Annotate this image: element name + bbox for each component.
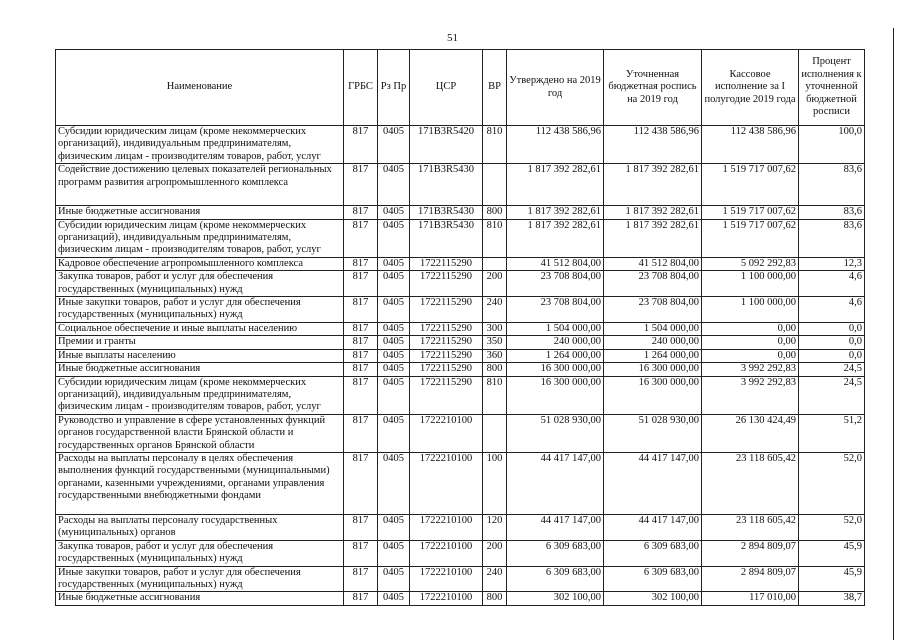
cell-grbs: 817: [344, 514, 378, 540]
cell-name: Иные закупки товаров, работ и услуг для обеспечения государственных (муниципальных) нужд: [56, 566, 344, 592]
cell-vr: 800: [483, 592, 507, 605]
cell-rz: 0405: [378, 540, 410, 566]
table-row: [56, 164, 865, 206]
cell-rz: 0405: [378, 297, 410, 323]
cell-vr: 100: [483, 452, 507, 514]
cell-refined: 44 417 147,00: [604, 514, 702, 540]
table-row: [56, 540, 865, 566]
cell-vr: 120: [483, 514, 507, 540]
cell-cash: 0,00: [702, 336, 799, 349]
table-row: [56, 514, 865, 540]
cell-name: Содействие достижению целевых показателей региональных программ развития агропромышленного комплекса: [56, 164, 344, 206]
cell-grbs: 817: [344, 452, 378, 514]
cell-csr: 1722210100: [410, 414, 483, 452]
cell-rz: 0405: [378, 363, 410, 376]
table-body: [56, 126, 865, 606]
cell-vr: 800: [483, 363, 507, 376]
cell-grbs: 817: [344, 297, 378, 323]
cell-refined: 16 300 000,00: [604, 376, 702, 414]
cell-rz: 0405: [378, 126, 410, 164]
cell-vr: 300: [483, 322, 507, 335]
table-row: [56, 349, 865, 362]
cell-vr: 240: [483, 297, 507, 323]
cell-approved: 51 028 930,00: [507, 414, 604, 452]
cell-csr: 1722115290: [410, 257, 483, 270]
cell-cash: 117 010,00: [702, 592, 799, 605]
cell-name: Расходы на выплаты персоналу в целях обеспечения выполнения функций государственными (муниципальными) органами, казенными учреждениями, органами управления государственными внебюджетными фондами: [56, 452, 344, 514]
cell-refined: 1 817 392 282,61: [604, 206, 702, 219]
cell-refined: 41 512 804,00: [604, 257, 702, 270]
cell-grbs: 817: [344, 592, 378, 605]
page-edge-line: [893, 28, 894, 640]
cell-csr: 1722210100: [410, 592, 483, 605]
cell-percent: 24,5: [799, 376, 865, 414]
cell-csr: 171В3R5430: [410, 206, 483, 219]
cell-cash: 3 992 292,83: [702, 363, 799, 376]
cell-grbs: 817: [344, 349, 378, 362]
cell-rz: 0405: [378, 349, 410, 362]
cell-refined: 51 028 930,00: [604, 414, 702, 452]
table-header-row: [56, 50, 865, 126]
cell-csr: 1722115290: [410, 271, 483, 297]
cell-name: Иные бюджетные ассигнования: [56, 592, 344, 605]
cell-refined: 1 817 392 282,61: [604, 164, 702, 206]
table-row: [56, 452, 865, 514]
cell-grbs: 817: [344, 126, 378, 164]
cell-rz: 0405: [378, 219, 410, 257]
table-row: [56, 271, 865, 297]
cell-cash: 1 100 000,00: [702, 297, 799, 323]
cell-refined: 112 438 586,96: [604, 126, 702, 164]
cell-grbs: 817: [344, 376, 378, 414]
cell-percent: 51,2: [799, 414, 865, 452]
cell-grbs: 817: [344, 206, 378, 219]
cell-approved: 41 512 804,00: [507, 257, 604, 270]
cell-cash: 1 519 717 007,62: [702, 219, 799, 257]
cell-rz: 0405: [378, 164, 410, 206]
cell-name: Кадровое обеспечение агропромышленного комплекса: [56, 257, 344, 270]
cell-approved: 1 264 000,00: [507, 349, 604, 362]
cell-rz: 0405: [378, 414, 410, 452]
cell-csr: 1722210100: [410, 514, 483, 540]
cell-vr: 810: [483, 219, 507, 257]
col-header-vr: ВР: [483, 50, 507, 126]
table-row: [56, 336, 865, 349]
cell-csr: 1722115290: [410, 363, 483, 376]
cell-cash: 23 118 605,42: [702, 452, 799, 514]
cell-csr: 1722115290: [410, 297, 483, 323]
cell-csr: 171В3R5420: [410, 126, 483, 164]
cell-refined: 44 417 147,00: [604, 452, 702, 514]
cell-cash: 3 992 292,83: [702, 376, 799, 414]
cell-name: Субсидии юридическим лицам (кроме некоммерческих организаций), индивидуальным предпринимателям, физическим лицам - производителям товаров, работ, услуг: [56, 126, 344, 164]
cell-approved: 1 817 392 282,61: [507, 206, 604, 219]
cell-csr: 1722210100: [410, 566, 483, 592]
cell-percent: 0,0: [799, 322, 865, 335]
cell-name: Премии и гранты: [56, 336, 344, 349]
cell-percent: 24,5: [799, 363, 865, 376]
cell-percent: 52,0: [799, 452, 865, 514]
cell-vr: 200: [483, 271, 507, 297]
cell-name: Закупка товаров, работ и услуг для обеспечения государственных (муниципальных) нужд: [56, 271, 344, 297]
cell-percent: 45,9: [799, 566, 865, 592]
cell-grbs: 817: [344, 271, 378, 297]
cell-percent: 100,0: [799, 126, 865, 164]
table-row: [56, 126, 865, 164]
cell-approved: 44 417 147,00: [507, 514, 604, 540]
cell-percent: 12,3: [799, 257, 865, 270]
table-row: [56, 566, 865, 592]
page-number: 51: [447, 32, 458, 44]
cell-grbs: 817: [344, 322, 378, 335]
cell-name: Иные закупки товаров, работ и услуг для обеспечения государственных (муниципальных) нужд: [56, 297, 344, 323]
cell-name: Руководство и управление в сфере установленных функций органов государственной власти Брянской области и государственных органов Брянской области: [56, 414, 344, 452]
cell-approved: 1 817 392 282,61: [507, 164, 604, 206]
col-header-approved: Утверждено на 2019 год: [507, 50, 604, 126]
cell-vr: 360: [483, 349, 507, 362]
cell-refined: 23 708 804,00: [604, 271, 702, 297]
cell-grbs: 817: [344, 164, 378, 206]
cell-approved: 6 309 683,00: [507, 540, 604, 566]
cell-percent: 83,6: [799, 164, 865, 206]
cell-approved: 6 309 683,00: [507, 566, 604, 592]
cell-cash: 5 092 292,83: [702, 257, 799, 270]
cell-rz: 0405: [378, 514, 410, 540]
cell-vr: 810: [483, 376, 507, 414]
cell-percent: 0,0: [799, 349, 865, 362]
cell-cash: 1 519 717 007,62: [702, 206, 799, 219]
cell-rz: 0405: [378, 322, 410, 335]
cell-rz: 0405: [378, 376, 410, 414]
cell-vr: 240: [483, 566, 507, 592]
col-header-grbs: ГРБС: [344, 50, 378, 126]
cell-refined: 240 000,00: [604, 336, 702, 349]
cell-cash: 0,00: [702, 322, 799, 335]
cell-approved: 16 300 000,00: [507, 363, 604, 376]
cell-approved: 240 000,00: [507, 336, 604, 349]
cell-cash: 0,00: [702, 349, 799, 362]
cell-csr: 1722115290: [410, 349, 483, 362]
table-row: [56, 363, 865, 376]
col-header-percent: Процент исполнения к уточненной бюджетной росписи: [799, 50, 865, 126]
cell-vr: [483, 257, 507, 270]
cell-grbs: 817: [344, 363, 378, 376]
budget-table: [55, 49, 865, 606]
cell-rz: 0405: [378, 257, 410, 270]
cell-approved: 302 100,00: [507, 592, 604, 605]
cell-approved: 1 817 392 282,61: [507, 219, 604, 257]
cell-name: Иные бюджетные ассигнования: [56, 206, 344, 219]
cell-refined: 302 100,00: [604, 592, 702, 605]
cell-rz: 0405: [378, 566, 410, 592]
cell-csr: 1722115290: [410, 376, 483, 414]
cell-grbs: 817: [344, 414, 378, 452]
cell-rz: 0405: [378, 452, 410, 514]
table-row: [56, 376, 865, 414]
cell-refined: 16 300 000,00: [604, 363, 702, 376]
cell-cash: 2 894 809,07: [702, 540, 799, 566]
cell-percent: 0,0: [799, 336, 865, 349]
cell-refined: 6 309 683,00: [604, 540, 702, 566]
cell-grbs: 817: [344, 257, 378, 270]
cell-cash: 26 130 424,49: [702, 414, 799, 452]
col-header-name: Наименование: [56, 50, 344, 126]
cell-percent: 52,0: [799, 514, 865, 540]
cell-refined: 23 708 804,00: [604, 297, 702, 323]
cell-approved: 23 708 804,00: [507, 297, 604, 323]
cell-csr: 1722210100: [410, 452, 483, 514]
cell-approved: 112 438 586,96: [507, 126, 604, 164]
table-row: [56, 322, 865, 335]
cell-percent: 83,6: [799, 219, 865, 257]
cell-vr: 350: [483, 336, 507, 349]
col-header-refined: Уточненная бюджетная роспись на 2019 год: [604, 50, 702, 126]
cell-percent: 45,9: [799, 540, 865, 566]
cell-cash: 23 118 605,42: [702, 514, 799, 540]
cell-approved: 23 708 804,00: [507, 271, 604, 297]
cell-name: Закупка товаров, работ и услуг для обеспечения государственных (муниципальных) нужд: [56, 540, 344, 566]
cell-vr: [483, 414, 507, 452]
cell-name: Иные бюджетные ассигнования: [56, 363, 344, 376]
cell-percent: 83,6: [799, 206, 865, 219]
col-header-rz: Рз Пр: [378, 50, 410, 126]
cell-vr: 800: [483, 206, 507, 219]
cell-grbs: 817: [344, 336, 378, 349]
table-row: [56, 414, 865, 452]
table-row: [56, 257, 865, 270]
cell-cash: 2 894 809,07: [702, 566, 799, 592]
cell-name: Субсидии юридическим лицам (кроме некоммерческих организаций), индивидуальным предпринимателям, физическим лицам - производителям товаров, работ, услуг: [56, 219, 344, 257]
col-header-cash: Кассовое исполнение за I полугодие 2019 года: [702, 50, 799, 126]
cell-cash: 1 100 000,00: [702, 271, 799, 297]
cell-grbs: 817: [344, 540, 378, 566]
cell-refined: 1 264 000,00: [604, 349, 702, 362]
cell-refined: 1 817 392 282,61: [604, 219, 702, 257]
cell-name: Субсидии юридическим лицам (кроме некоммерческих организаций), индивидуальным предпринимателям, физическим лицам - производителям товаров, работ, услуг: [56, 376, 344, 414]
cell-name: Расходы на выплаты персоналу государственных (муниципальных) органов: [56, 514, 344, 540]
table-row: [56, 206, 865, 219]
cell-csr: 171В3R5430: [410, 164, 483, 206]
cell-vr: 810: [483, 126, 507, 164]
cell-approved: 16 300 000,00: [507, 376, 604, 414]
cell-csr: 1722210100: [410, 540, 483, 566]
cell-rz: 0405: [378, 336, 410, 349]
cell-percent: 4,6: [799, 297, 865, 323]
cell-cash: 1 519 717 007,62: [702, 164, 799, 206]
cell-refined: 1 504 000,00: [604, 322, 702, 335]
col-header-csr: ЦСР: [410, 50, 483, 126]
cell-grbs: 817: [344, 219, 378, 257]
cell-csr: 171В3R5430: [410, 219, 483, 257]
cell-approved: 44 417 147,00: [507, 452, 604, 514]
cell-rz: 0405: [378, 271, 410, 297]
cell-cash: 112 438 586,96: [702, 126, 799, 164]
cell-name: Социальное обеспечение и иные выплаты населению: [56, 322, 344, 335]
cell-rz: 0405: [378, 592, 410, 605]
table-row: [56, 219, 865, 257]
cell-csr: 1722115290: [410, 322, 483, 335]
cell-vr: 200: [483, 540, 507, 566]
cell-csr: 1722115290: [410, 336, 483, 349]
cell-refined: 6 309 683,00: [604, 566, 702, 592]
cell-name: Иные выплаты населению: [56, 349, 344, 362]
cell-percent: 4,6: [799, 271, 865, 297]
cell-grbs: 817: [344, 566, 378, 592]
table-row: [56, 592, 865, 605]
cell-vr: [483, 164, 507, 206]
cell-percent: 38,7: [799, 592, 865, 605]
cell-approved: 1 504 000,00: [507, 322, 604, 335]
table-row: [56, 297, 865, 323]
cell-rz: 0405: [378, 206, 410, 219]
